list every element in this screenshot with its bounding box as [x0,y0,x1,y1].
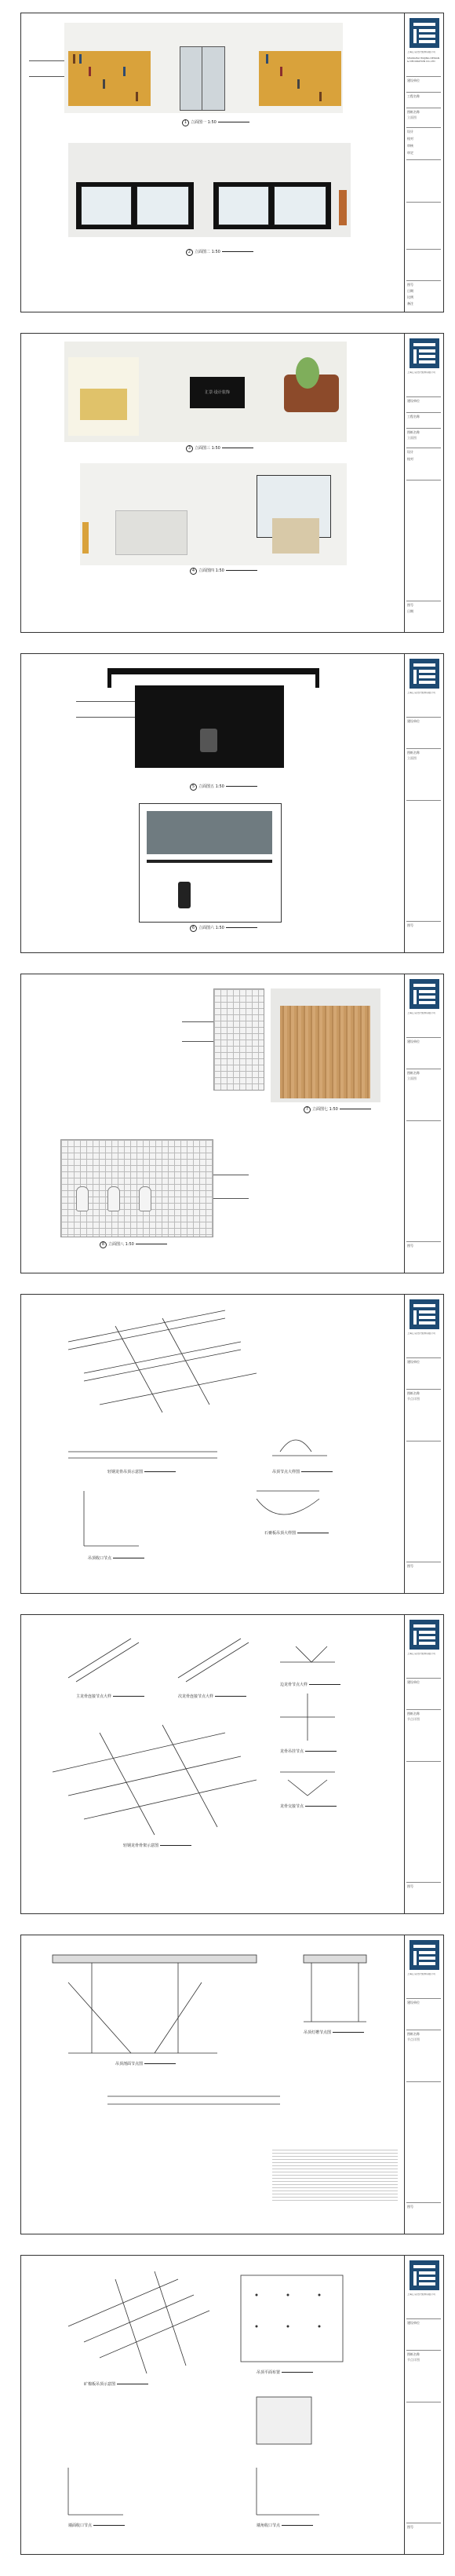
tb-label: 设计 [407,130,413,133]
tb-label: 日期 [407,609,413,613]
tb-label: 建设单位 [407,1040,420,1043]
leader-line [76,717,135,718]
urinal [76,1186,89,1211]
company-logo [410,1620,439,1650]
tb-label: 建设单位 [407,2001,420,2004]
tb-label: 建设单位 [407,2321,420,2325]
bulkhead-side [315,668,319,688]
book [103,79,105,89]
urinal [139,1186,151,1211]
company-name: 上海汇景设计装饰有限公司 [407,51,436,53]
drawing-sheet-8 [20,2255,444,2555]
title-block [404,1935,443,2234]
book [136,92,138,101]
caption-3: 3 立面图三 1:50 [186,445,253,452]
tb-label: 图号 [407,2205,413,2209]
caption-8: 8 立面图八 1:50 [100,1241,167,1248]
tb-drawing-name: 立面图 [407,1076,417,1080]
book [280,67,282,76]
tb-label: 审定 [407,151,413,155]
wood-panel [280,1006,370,1098]
tb-label: 图号 [407,603,413,607]
caption-detail: 吊顶剖面节点图 [115,2061,176,2066]
company-name: 上海汇景设计装饰有限公司 [407,1973,436,1975]
tb-label: 日期 [407,289,413,293]
tb-label: 建设单位 [407,399,420,403]
tb-label: 图号 [407,1244,413,1248]
caption-detail: 墙面收口节点 [68,2523,125,2528]
caption-detail: 龙骨交接节点 [280,1803,337,1809]
caption-detail: 龙骨吊挂节点 [280,1748,337,1754]
caption-detail: 轻钢龙骨吊顶示意图 [107,1469,176,1474]
drawing-sheet-6 [20,1614,444,1914]
bookshelf-right [259,51,341,106]
mineral-board-detail [21,2256,404,2554]
caption-detail: 次龙骨连接节点大样 [178,1694,246,1699]
tb-label: 图纸名称 [407,1712,420,1716]
title-block [404,13,443,312]
plant [296,357,319,389]
leader-line [182,1041,213,1042]
caption-5: 5 立面图五 1:50 [190,784,257,791]
tb-drawing-name: 节点详图 [407,1717,420,1721]
drawing-area [21,13,404,312]
drawing-area [21,1935,404,2234]
caption-2: 2 立面图二 1:50 [186,249,253,256]
title-block [404,654,443,952]
tb-label: 图号 [407,923,413,927]
book [319,92,322,101]
tb-drawing-name: 节点详图 [407,1397,420,1401]
window-glass [218,186,269,225]
caption-detail: 矿棉板吊顶示意图 [84,2381,148,2387]
drawing-area [21,2256,404,2554]
side-panel [339,190,347,225]
book [123,67,126,76]
drawing-area [21,1295,404,1593]
leader-line [29,60,64,61]
company-name: 上海汇景设计装饰有限公司 [407,2293,436,2296]
caption-detail: 主龙骨连接节点大样 [76,1694,144,1699]
tb-drawing-name: 立面图 [407,436,417,440]
tb-label: 图号 [407,1884,413,1888]
company-logo [410,338,439,368]
drawing-area [21,654,404,952]
desk [147,860,272,863]
book [73,54,75,64]
book [297,79,300,89]
caption-4: 4 立面图四 1:50 [190,568,257,575]
tb-label: 图纸名称 [407,1071,420,1075]
tb-label: 比例 [407,295,413,299]
tb-label: 审核 [407,144,413,148]
tb-label: 校对 [407,137,413,141]
window-glass [274,186,326,225]
leader-line [29,76,64,77]
tb-drawing-name: 立面图 [407,756,417,760]
cabinet [115,510,187,555]
caption-6: 6 立面图六 1:50 [190,925,257,932]
tb-label: 图号 [407,1564,413,1568]
company-logo [410,1299,439,1329]
company-logo [410,1940,439,1970]
caption-detail: 轻钢龙骨骨架示意图 [123,1843,191,1848]
drawing-area [21,334,404,632]
tb-label: 建设单位 [407,1680,420,1684]
drawing-sheet-4 [20,974,444,1273]
ceiling-bulkhead [107,668,319,674]
table [272,518,319,554]
caption-1: 1 立面图一 1:50 [182,119,249,126]
company-name: 上海汇景设计装饰有限公司 [407,692,436,694]
leader-line [213,1198,249,1199]
tb-label: 备注 [407,301,413,305]
book [89,67,91,76]
caption-detail: 吊顶收口节点 [88,1555,144,1561]
drawing-area [21,1615,404,1913]
tb-label: 建设单位 [407,79,420,82]
tb-label: 设计 [407,450,413,454]
urinal [107,1186,120,1211]
title-block [404,334,443,632]
bulkhead-side [107,668,111,688]
drawing-sheet-1 [20,13,444,312]
office-chair [178,882,191,908]
book [79,54,82,64]
tb-label: 工程名称 [407,94,420,98]
leader-line [182,1021,213,1022]
ceiling-keel-detail [21,1295,404,1593]
title-block [404,2256,443,2554]
tb-label: 校对 [407,457,413,461]
leader-line [76,701,135,702]
tb-label: 建设单位 [407,1360,420,1364]
drawing-sheet-2 [20,333,444,633]
tb-label: 图纸名称 [407,110,420,114]
drawing-sheet-7 [20,1935,444,2234]
caption-detail: 吊顶平面布置 [257,2370,313,2375]
company-name: 上海汇景设计装饰有限公司 [407,1012,436,1014]
chair [200,729,217,752]
company-name: 上海汇景设计装饰有限公司 [407,371,436,374]
caption-detail: 石膏板吊顶大样图 [264,1530,329,1536]
title-block [404,1615,443,1913]
black-wall-panel [135,685,284,768]
company-logo [410,18,439,48]
company-sub: SHANGHAI HUIJING DESIGN & DECORATION CO.,LTD [407,57,440,63]
company-logo [410,979,439,1009]
title-block [404,974,443,1273]
tb-label: 图纸名称 [407,1391,420,1395]
tb-label: 图纸名称 [407,751,420,755]
photo-wall [147,811,272,854]
keel-joint-details [21,1615,404,1913]
screen-text: 汇景·设计装饰 [205,390,230,395]
caption-detail: 吊顶灯槽节点图 [304,2030,364,2035]
company-logo [410,659,439,689]
tb-drawing-name: 节点详图 [407,2037,420,2041]
tile-wall [213,988,264,1091]
bookshelf [80,389,127,420]
tb-label: 图纸名称 [407,2352,420,2356]
title-block [404,1295,443,1593]
book [266,54,268,64]
tb-drawing-name: 节点详图 [407,2358,420,2362]
caption-detail: 墙角收口节点 [257,2523,313,2528]
window-glass [81,186,132,225]
tb-label: 建设单位 [407,719,420,723]
tb-label: 图纸名称 [407,430,420,434]
side-cabinet [82,522,89,554]
drawing-sheet-5 [20,1294,444,1594]
company-name: 上海汇景设计装饰有限公司 [407,1653,436,1655]
caption-7: 7 立面图七 1:50 [304,1106,371,1113]
company-logo [410,2260,439,2290]
company-name: 上海汇景设计装饰有限公司 [407,1332,436,1335]
tb-label: 图纸名称 [407,2032,420,2036]
window-glass [136,186,189,225]
caption-detail: 边龙骨节点大样 [280,1682,340,1687]
tb-drawing-name: 立面图 [407,115,417,119]
drawing-sheet-3 [20,653,444,953]
tb-label: 图号 [407,2525,413,2529]
caption-detail: 吊顶节点大样图 [272,1469,333,1474]
notes-text-block [272,2147,398,2202]
tb-label: 工程名称 [407,415,420,418]
tb-label: 图号 [407,283,413,287]
drawing-area [21,974,404,1273]
glass-door [180,46,225,111]
